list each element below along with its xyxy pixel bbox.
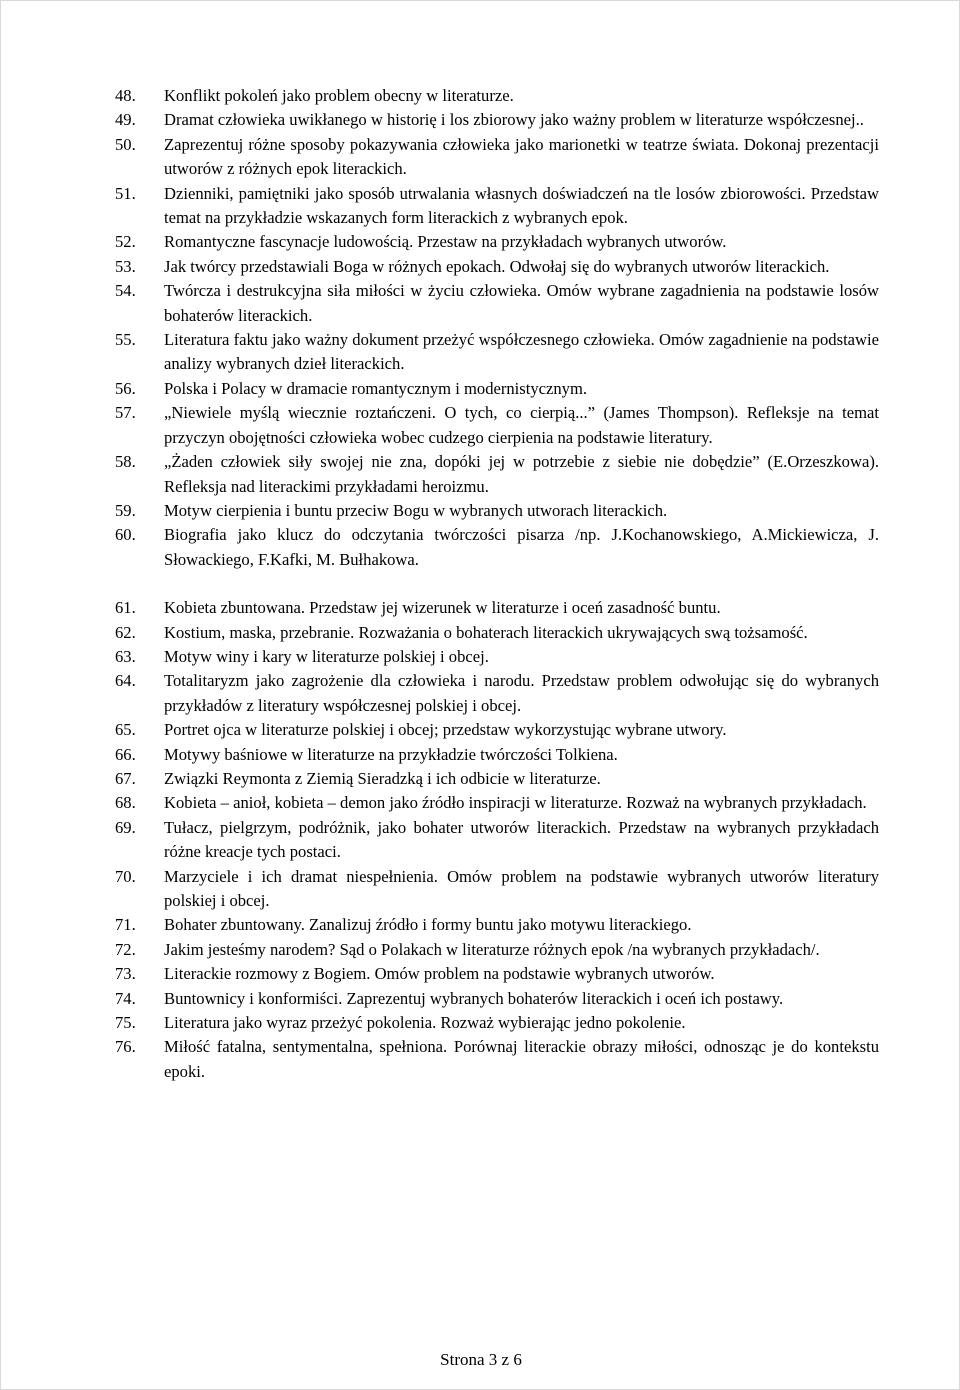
item-text: Marzyciele i ich dramat niespełnienia. Omów problem na podstawie wybranych utworów literatury polskiej i obcej.: [164, 866, 879, 910]
item-text: Miłość fatalna, sentymentalna, spełniona. Porównaj literackie obrazy miłości, odnosząc je do kontekstu epoki.: [164, 1037, 879, 1081]
item-number: 72.: [115, 939, 136, 959]
item-text: Totalitaryzm jako zagrożenie dla człowieka i narodu. Przedstaw problem odwołując się do wybranych przykładów z literatury współczesnej polskiej i obcej.: [164, 671, 879, 715]
item-number: 48.: [115, 86, 136, 105]
item-text: Twórcza i destrukcyjna siła miłości w życiu człowieka. Omów wybrane zagadnienia na podstawie losów bohaterów literackich.: [164, 281, 879, 325]
item-number: 71.: [115, 915, 136, 935]
item-text: Motywy baśniowe w literaturze na przykładzie twórczości Tolkiena.: [164, 744, 618, 764]
list-item: [115, 108, 879, 132]
item-number: 54.: [115, 281, 136, 301]
list-item: [115, 1035, 879, 1084]
list-item: [115, 938, 879, 962]
page-number: Strona 3 z 6: [440, 1350, 522, 1369]
list-item: [115, 669, 879, 718]
list-item: [115, 962, 879, 986]
item-number: 69.: [115, 817, 136, 837]
item-text: Kobieta zbuntowana. Przedstaw jej wizerunek w literaturze i oceń zasadność buntu.: [164, 598, 721, 618]
item-number: 58.: [115, 452, 136, 472]
list-item: [115, 913, 879, 937]
item-number: 75.: [115, 1013, 136, 1033]
list-item: [115, 987, 879, 1011]
item-text: Literackie rozmowy z Bogiem. Omów problem na podstawie wybranych utworów.: [164, 964, 715, 984]
item-text: Kostium, maska, przebranie. Rozważania o bohaterach literackich ukrywających swą tożsamość.: [164, 622, 808, 642]
list-item: [115, 1011, 879, 1035]
list-item: [115, 791, 879, 815]
item-text: Konflikt pokoleń jako problem obecny w literaturze.: [164, 86, 514, 105]
list-item: [115, 767, 879, 791]
list-item: [115, 328, 879, 377]
list-item: [115, 230, 879, 254]
item-number: 61.: [115, 598, 136, 618]
item-number: 67.: [115, 768, 136, 788]
list-item: [115, 816, 879, 865]
item-text: Dzienniki, pamiętniki jako sposób utrwalania własnych doświadczeń na tle losów zbiorowości. Przedstaw temat na przykładzie wskazanych form literackich z wybranych epok.: [164, 183, 879, 228]
item-text: Związki Reymonta z Ziemią Sieradzką i ich odbicie w literaturze.: [164, 768, 601, 788]
item-text: „Żaden człowiek siły swojej nie zna, dopóki jej w potrzebie z siebie nie dobędzie” (E.Orzeszkowa). Refleksja nad literackimi przykładami heroizmu.: [164, 452, 879, 496]
list-item: [115, 865, 879, 914]
list-item: [115, 279, 879, 328]
item-text: Motyw winy i kary w literaturze polskiej i obcej.: [164, 646, 489, 666]
list-item: [115, 743, 879, 767]
item-text: Jakim jesteśmy narodem? Sąd o Polakach w literaturze różnych epok /na wybranych przykładach/.: [164, 939, 820, 959]
item-number: 62.: [115, 622, 136, 642]
item-number: 74.: [115, 988, 136, 1008]
list-item: [115, 182, 879, 231]
item-number: 51.: [115, 183, 136, 203]
item-text: Polska i Polacy w dramacie romantycznym i modernistycznym.: [164, 378, 588, 398]
item-number: 50.: [115, 134, 136, 154]
list-item: [115, 645, 879, 669]
list-item: [115, 718, 879, 742]
item-number: 52.: [115, 232, 136, 252]
item-text: Bohater zbuntowany. Zanalizuj źródło i formy buntu jako motywu literackiego.: [164, 915, 692, 935]
item-text: Kobieta – anioł, kobieta – demon jako źródło inspiracji w literaturze. Rozważ na wybranych przykładach.: [164, 793, 867, 813]
item-text: Literatura faktu jako ważny dokument przeżyć współczesnego człowieka. Omów zagadnienie na podstawie analizy wybranych dzieł literackich.: [164, 330, 879, 374]
item-text: Tułacz, pielgrzym, podróżnik, jako bohater utworów literackich. Przedstaw na wybranych przykładach różne kreacje tych postaci.: [164, 817, 879, 862]
list-item: [115, 133, 879, 182]
item-number: 56.: [115, 378, 136, 398]
item-number: 57.: [115, 403, 136, 423]
list-item: [115, 84, 879, 108]
list-item: [115, 377, 879, 401]
item-number: 60.: [115, 525, 136, 545]
item-number: 59.: [115, 500, 136, 520]
item-text: Zaprezentuj różne sposoby pokazywania człowieka jako marionetki w teatrze świata. Dokonaj prezentacji utworów z różnych epok literackich.: [164, 134, 879, 179]
item-number: 49.: [115, 110, 136, 130]
list-item: [115, 450, 879, 499]
item-number: 63.: [115, 646, 136, 666]
list-item: [115, 499, 879, 523]
item-text: Motyw cierpienia i buntu przeciw Bogu w wybranych utworach literackich.: [164, 500, 668, 520]
list-item: [115, 255, 879, 279]
item-text: Buntownicy i konformiści. Zaprezentuj wybranych bohaterów literackich i oceń ich postawy.: [164, 988, 784, 1008]
list-item: [115, 596, 879, 620]
list-item: [115, 523, 879, 572]
item-text: Biografia jako klucz do odczytania twórczości pisarza /np. J.Kochanowskiego, A.Mickiewicza, J. Słowackiego, F.Kafki, M. Bułhakowa.: [164, 525, 879, 569]
item-number: 53.: [115, 256, 136, 276]
list-item: [115, 401, 879, 450]
list-item: [115, 621, 879, 645]
item-number: 55.: [115, 330, 136, 350]
item-number: 65.: [115, 720, 136, 740]
item-number: 76.: [115, 1037, 136, 1057]
item-text: Literatura jako wyraz przeżyć pokolenia. Rozważ wybierając jedno pokolenie.: [164, 1013, 686, 1033]
item-text: Dramat człowieka uwikłanego w historię i los zbiorowy jako ważny problem w literaturze współczesnej..: [164, 110, 864, 130]
item-text: Romantyczne fascynacje ludowością. Przestaw na przykładach wybranych utworów.: [164, 232, 727, 252]
item-text: „Niewiele myślą wiecznie roztańczeni. O tych, co cierpią...” (James Thompson). Refleksje na temat przyczyn obojętności człowieka wobec cudzego cierpienia na podstawie literatury.: [164, 403, 879, 447]
item-number: 66.: [115, 744, 136, 764]
item-number: 68.: [115, 793, 136, 813]
item-text: Portret ojca w literaturze polskiej i obcej; przedstaw wykorzystując wybrane utwory.: [164, 720, 727, 740]
item-text: Jak twórcy przedstawiali Boga w różnych epokach. Odwołaj się do wybranych utworów literackich.: [164, 256, 830, 276]
topic-list: [115, 84, 879, 1084]
item-number: 64.: [115, 671, 136, 691]
item-number: 73.: [115, 964, 136, 984]
item-number: 70.: [115, 866, 136, 886]
